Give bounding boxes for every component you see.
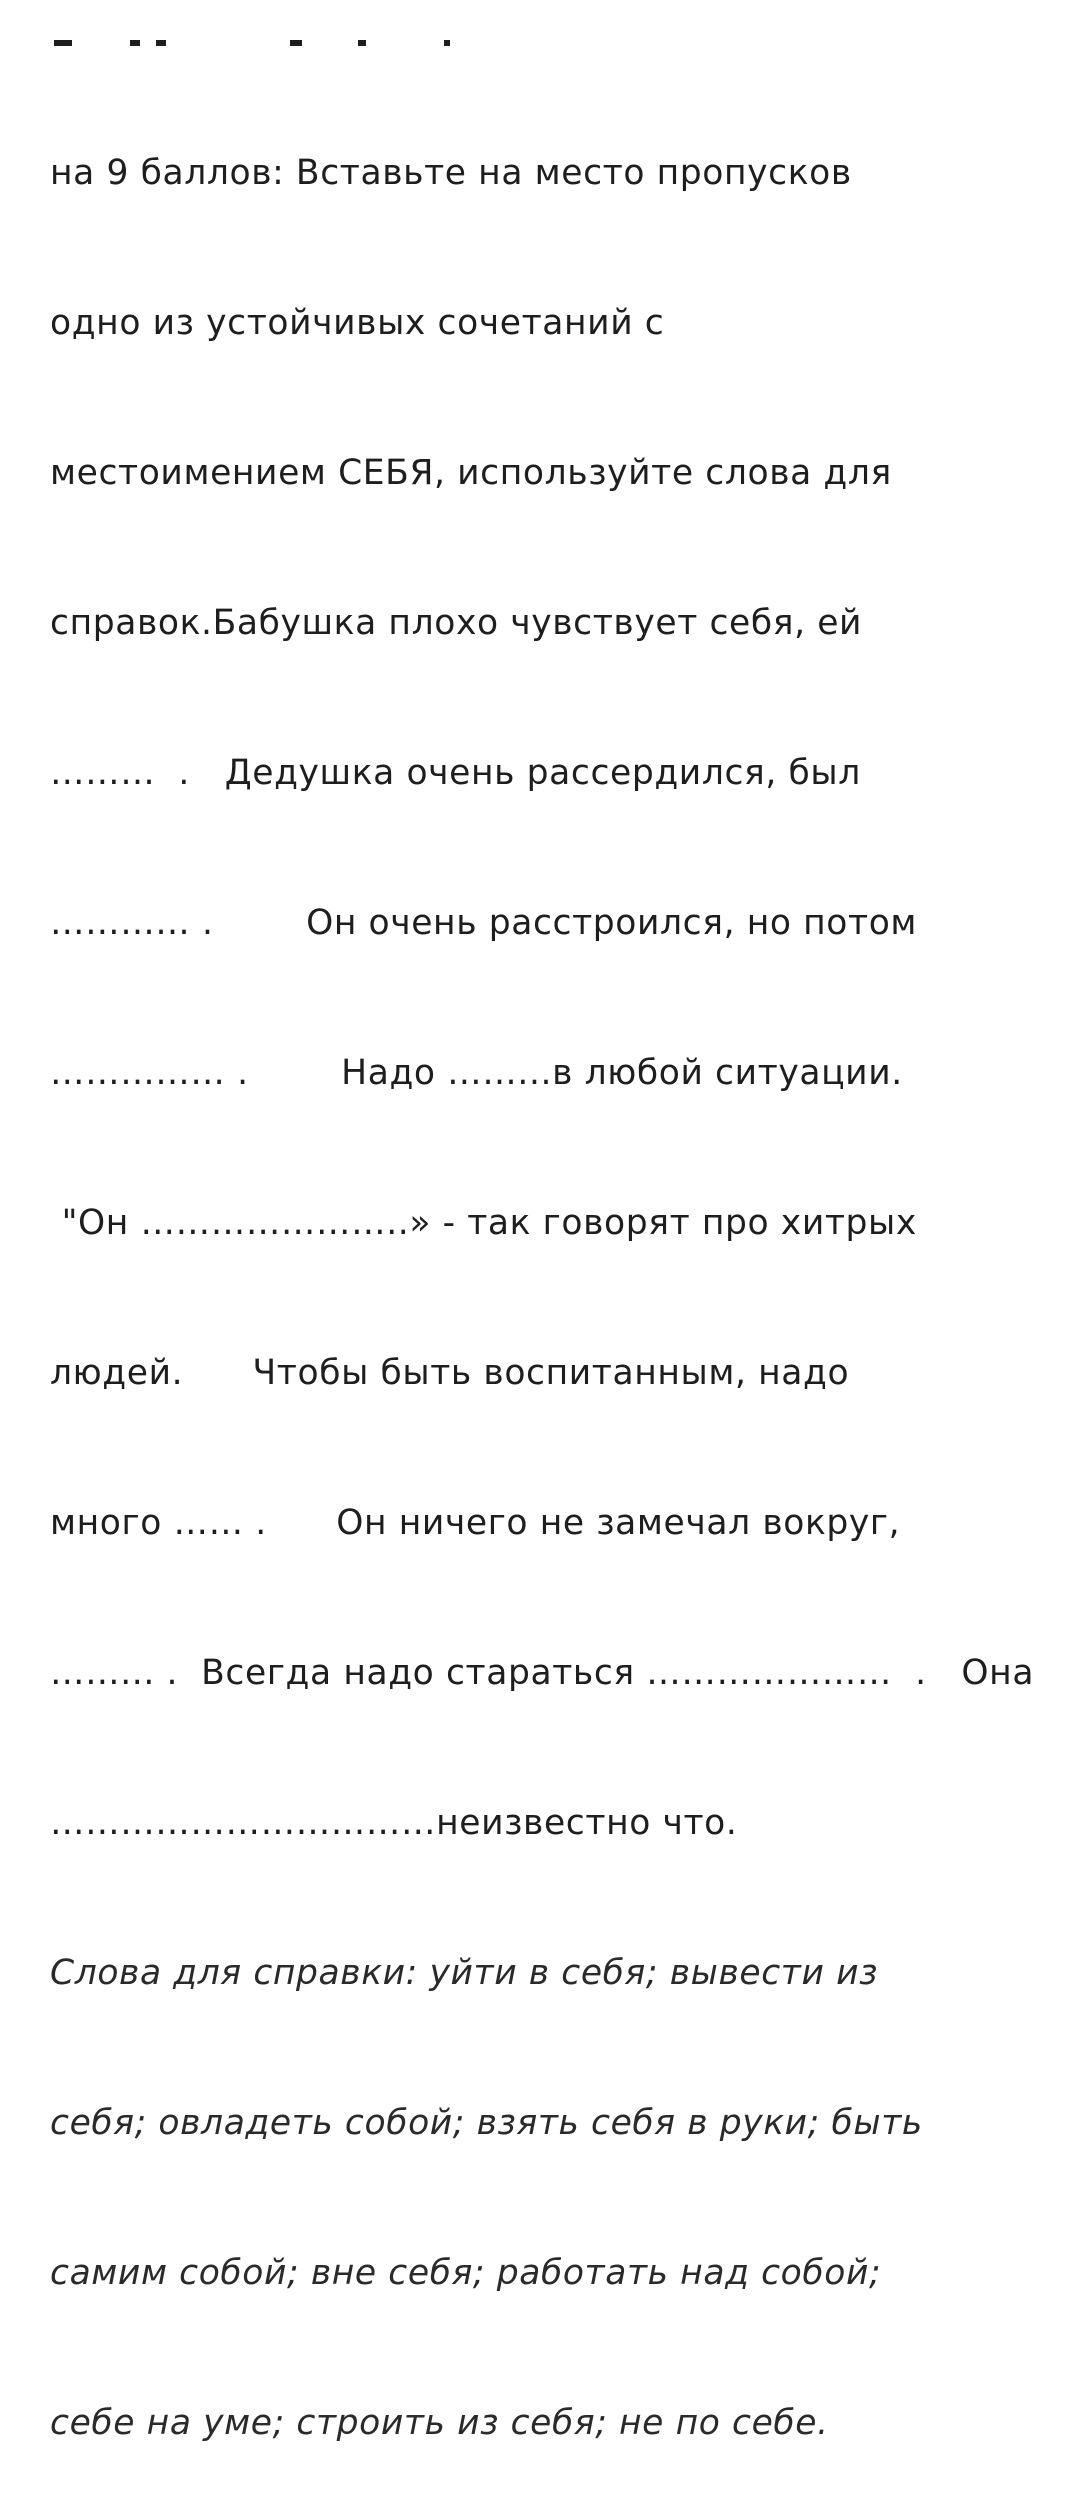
task-line: много …… . Он ничего не замечал вокруг, [50,1503,901,1543]
task-line: ……………………………неизвестно что. [50,1803,738,1843]
task-line: …………… . Надо ……...в любой ситуации. [50,1053,903,1093]
task-line: ……... . Всегда надо стараться ………………… . Она [50,1653,1035,1693]
task-line: "Он …………………..» - так говорят про хитрых [50,1203,917,1243]
cropped-text-line [52,40,412,48]
task-line: людей. Чтобы быть воспитанным, надо [50,1353,850,1393]
reference-words-line: себя; овладеть собой; взять себя в руки; быть [50,2103,923,2143]
exercise-text [50,48,1060,2498]
reference-words-line: самим собой; вне себя; работать над собой; [50,2253,882,2293]
task-line: местоимением СЕБЯ, используйте слова для [50,453,892,493]
task-line: одно из устойчивых сочетаний с [50,303,665,343]
task-line: справок.Бабушка плохо чувствует себя, ей [50,603,863,643]
reference-words-line: Слова для справки: уйти в себя; вывести из [50,1953,879,1993]
reference-words-line: себе на уме; строить из себя; не по себе. [50,2403,829,2443]
task-line: на 9 баллов: Вставьте на место пропусков [50,153,852,193]
task-line: ……… . Дедушка очень рассердился, был [50,753,861,793]
task-line: ………… . Он очень расстроился, но потом [50,903,918,943]
